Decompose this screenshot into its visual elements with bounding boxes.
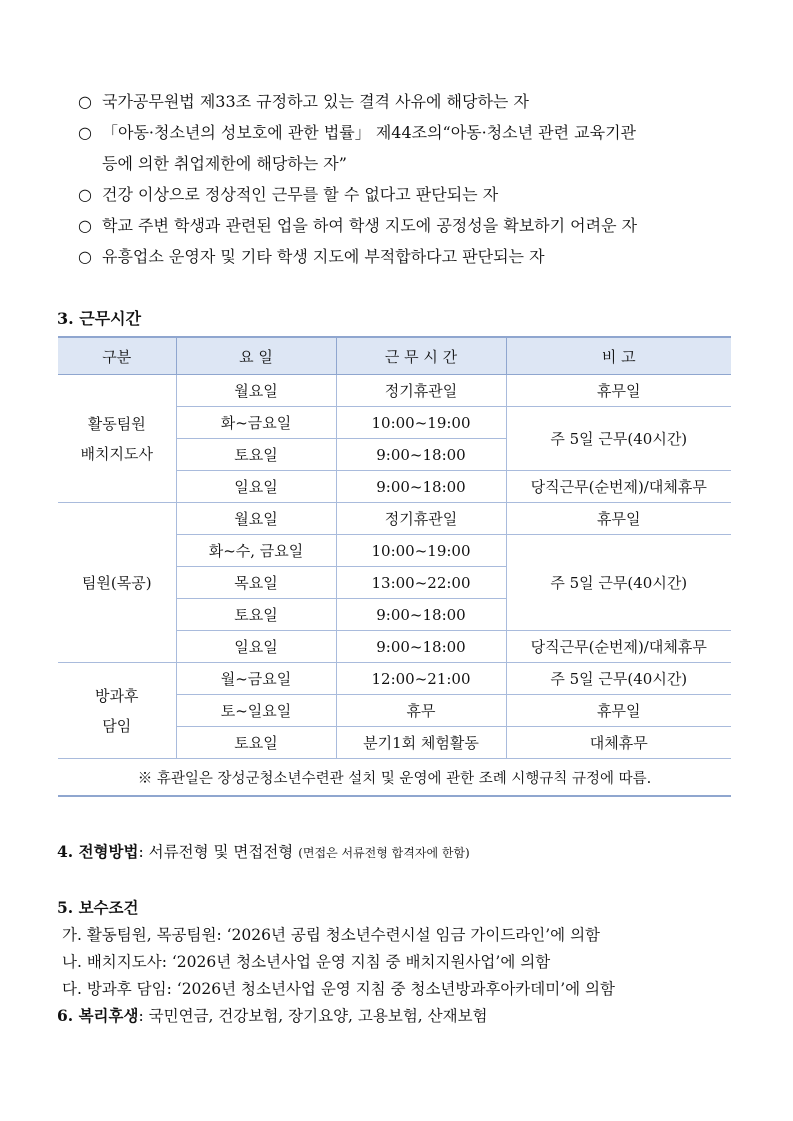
section-heading: 6. 복리후생	[57, 1006, 139, 1025]
time-cell: 휴무	[336, 695, 506, 727]
list-item-line: 등에 의한 취업제한에 해당하는 자”	[102, 154, 347, 173]
table-row	[58, 663, 731, 695]
list-item	[78, 117, 738, 179]
heading-colon: :	[138, 843, 144, 861]
time-cell: 12:00~21:00	[336, 663, 506, 695]
group-label-cell: 팀원(목공)	[58, 503, 176, 663]
list-item: ○ 건강 이상으로 정상적인 근무를 할 수 없다고 판단되는 자	[78, 179, 738, 210]
section-text: 국민연금, 건강보험, 장기요양, 고용보험, 산재보험	[148, 1007, 488, 1025]
time-cell: 정기휴관일	[336, 503, 506, 535]
note-cell: 휴무일	[506, 375, 731, 407]
circle-bullet-icon: ○	[78, 123, 92, 142]
time-cell: 10:00~19:00	[336, 535, 506, 567]
circle-bullet-icon: ○	[78, 247, 92, 266]
day-cell: 월~금요일	[176, 663, 336, 695]
list-item: ○ 국가공무원법 제33조 규정하고 있는 결격 사유에 해당하는 자	[78, 86, 738, 117]
note-cell: 당직근무(순번제)/대체휴무	[506, 471, 731, 503]
day-cell: 토요일	[176, 727, 336, 759]
table-row	[58, 375, 731, 407]
group-label-cell: 방과후 담임	[58, 663, 176, 759]
note-cell: 휴무일	[506, 695, 731, 727]
time-cell: 9:00~18:00	[336, 471, 506, 503]
section-selection-method	[57, 840, 470, 862]
time-cell: 10:00~19:00	[336, 407, 506, 439]
time-cell: 13:00~22:00	[336, 567, 506, 599]
section-note: (면접은 서류전형 합격자에 한함)	[298, 846, 470, 860]
table-footnote: ※ 휴관일은 장성군청소년수련관 설치 및 운영에 관한 조례 시행규칙 규정에 따름.	[58, 759, 731, 797]
note-cell: 대체휴무	[506, 727, 731, 759]
day-cell: 일요일	[176, 471, 336, 503]
table-footnote-row	[58, 759, 731, 797]
compensation-item: 가. 활동팀원, 목공팀원: ‘2026년 공립 청소년수련시설 임금 가이드라인’에 의함	[62, 926, 601, 944]
section-heading-compensation: 5. 보수조건	[57, 898, 139, 917]
note-cell: 주 5일 근무(40시간)	[506, 407, 731, 471]
compensation-item: 나. 배치지도사: ‘2026년 청소년사업 운영 지침 중 배치지원사업’에 의함	[62, 953, 551, 971]
section-text: 서류전형 및 면접전형	[148, 843, 294, 861]
compensation-item: 다. 방과후 담임: ‘2026년 청소년사업 운영 지침 중 청소년방과후아카데미’에 의함	[62, 980, 615, 998]
time-cell: 9:00~18:00	[336, 599, 506, 631]
column-header: 요 일	[176, 337, 336, 375]
time-cell: 9:00~18:00	[336, 631, 506, 663]
circle-bullet-icon: ○	[78, 185, 92, 204]
table-row	[58, 503, 731, 535]
day-cell: 화~금요일	[176, 407, 336, 439]
list-item-line: 「아동·청소년의 성보호에 관한 법률」 제44조의“아동·청소년 관련 교육기관	[102, 123, 636, 142]
day-cell: 토~일요일	[176, 695, 336, 727]
circle-bullet-icon: ○	[78, 92, 92, 111]
time-cell: 9:00~18:00	[336, 439, 506, 471]
note-cell: 주 5일 근무(40시간)	[506, 535, 731, 631]
day-cell: 월요일	[176, 375, 336, 407]
note-cell: 당직근무(순번제)/대체휴무	[506, 631, 731, 663]
time-cell: 분기1회 체험활동	[336, 727, 506, 759]
section-heading-work-hours: 3. 근무시간	[57, 309, 142, 328]
day-cell: 일요일	[176, 631, 336, 663]
circle-bullet-icon: ○	[78, 216, 92, 235]
day-cell: 월요일	[176, 503, 336, 535]
day-cell: 화~수, 금요일	[176, 535, 336, 567]
time-cell: 정기휴관일	[336, 375, 506, 407]
column-header: 비 고	[506, 337, 731, 375]
note-cell: 휴무일	[506, 503, 731, 535]
list-item: ○ 유흥업소 운영자 및 기타 학생 지도에 부적합하다고 판단되는 자	[78, 241, 738, 272]
section-heading: 4. 전형방법	[57, 842, 139, 861]
work-hours-table	[58, 336, 731, 797]
day-cell: 목요일	[176, 567, 336, 599]
day-cell: 토요일	[176, 439, 336, 471]
column-header: 구분	[58, 337, 176, 375]
heading-colon: :	[138, 1007, 144, 1025]
table-header-row	[58, 337, 731, 375]
group-label-cell: 활동팀원 배치지도사	[58, 375, 176, 503]
section-benefits	[57, 1004, 488, 1026]
day-cell: 토요일	[176, 599, 336, 631]
list-item: ○ 학교 주변 학생과 관련된 업을 하여 학생 지도에 공정성을 확보하기 어려운 자	[78, 210, 738, 241]
disqualification-list	[78, 86, 738, 272]
note-cell: 주 5일 근무(40시간)	[506, 663, 731, 695]
column-header: 근 무 시 간	[336, 337, 506, 375]
